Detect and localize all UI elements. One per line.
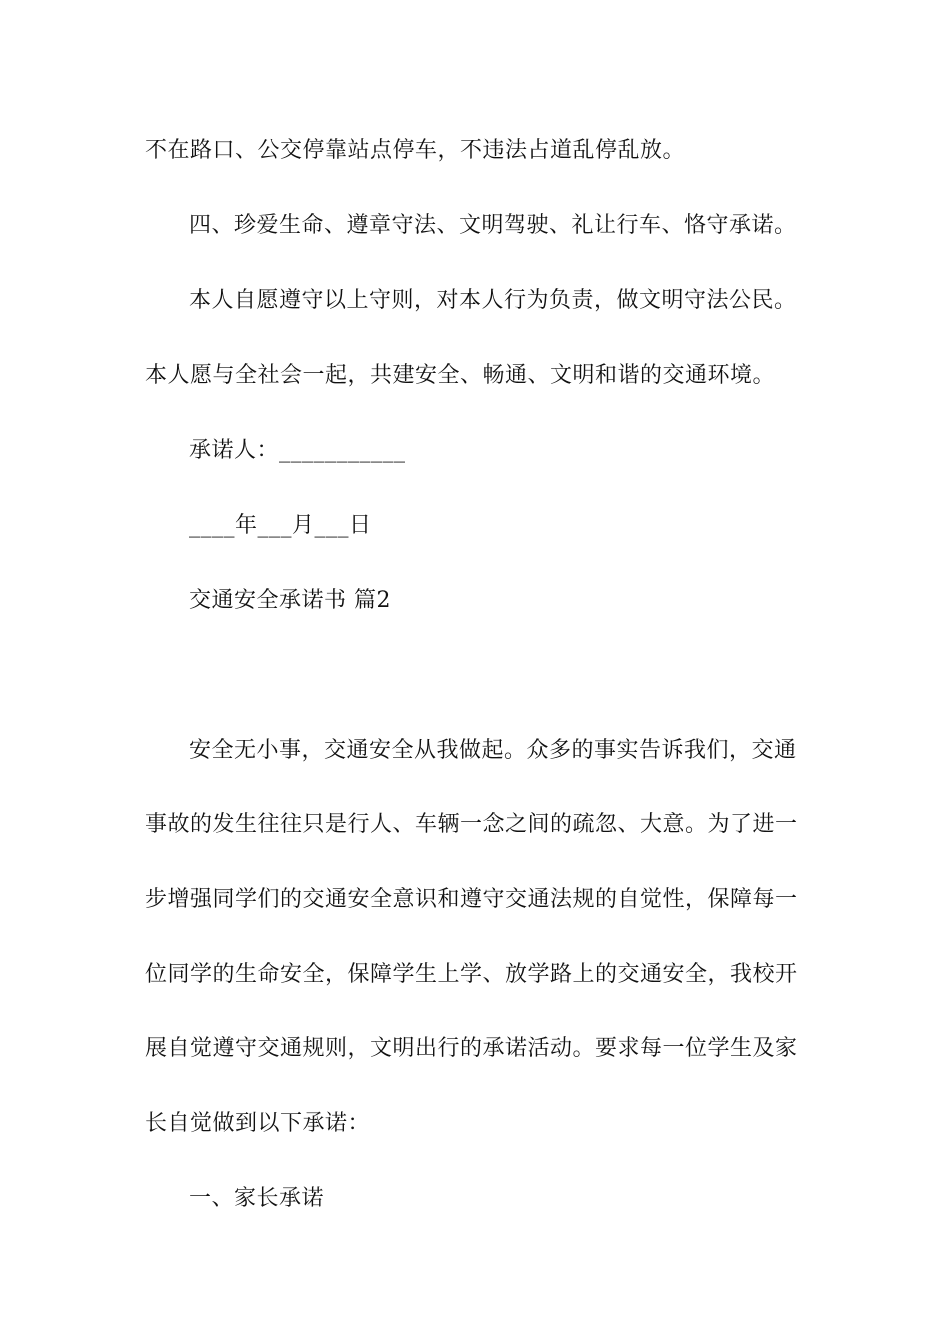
date-line: ____年___月___日 xyxy=(189,513,372,538)
paragraph-line: 展自觉遵守交通规则，文明出行的承诺活动。要求每一位学生及家 xyxy=(145,1036,798,1061)
paragraph-line: 本人愿与全社会一起，共建安全、畅通、文明和谐的交通环境。 xyxy=(145,363,776,388)
paragraph-line: 四、珍爱生命、遵章守法、文明驾驶、礼让行车、恪守承诺。 xyxy=(189,213,797,238)
paragraph-line: 安全无小事，交通安全从我做起。众多的事实告诉我们，交通 xyxy=(189,738,797,763)
paragraph-line: 位同学的生命安全，保障学生上学、放学路上的交通安全，我校开 xyxy=(145,962,798,987)
paragraph-line: 不在路口、公交停靠站点停车，不违法占道乱停乱放。 xyxy=(145,138,686,163)
section-title: 交通安全承诺书 篇2 xyxy=(189,588,391,613)
subsection-heading: 一、家长承诺 xyxy=(189,1186,325,1211)
paragraph-line: 长自觉做到以下承诺： xyxy=(145,1111,371,1136)
paragraph-line: 事故的发生往往只是行人、车辆一念之间的疏忽、大意。为了进一 xyxy=(145,812,798,837)
paragraph-line: 本人自愿遵守以上守则，对本人行为负责，做文明守法公民。 xyxy=(189,288,797,313)
signatory-line: 承诺人：___________ xyxy=(189,438,406,463)
paragraph-line: 步增强同学们的交通安全意识和遵守交通法规的自觉性，保障每一 xyxy=(145,887,798,912)
